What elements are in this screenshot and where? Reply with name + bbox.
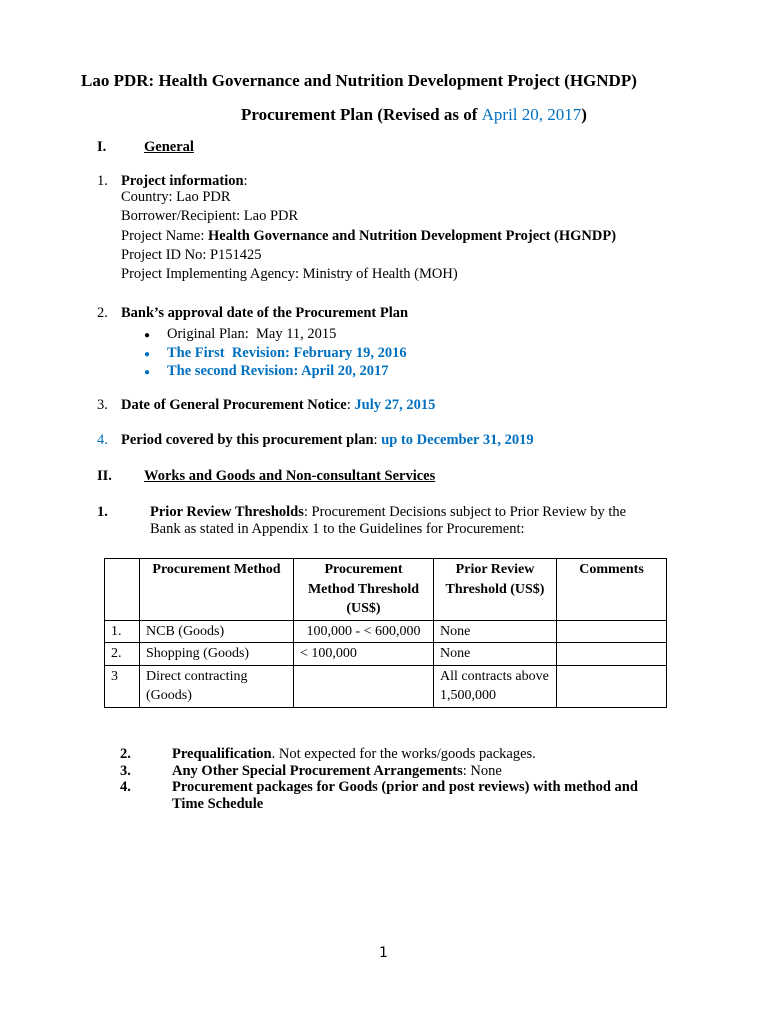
prequalification-heading: Prequalification <box>172 746 272 762</box>
row-comments <box>557 665 667 707</box>
row-method: NCB (Goods) <box>140 620 294 643</box>
item-1-heading-line <box>121 173 248 190</box>
original-plan <box>167 326 336 343</box>
sub-item-2-line <box>172 746 536 763</box>
period-covered: up to December 31, 2019 <box>381 432 534 448</box>
row-number: 2. <box>105 643 140 666</box>
header-prior-review-threshold: Prior Review Threshold (US$) <box>434 559 557 621</box>
project-name-value: Health Governance and Nutrition Development Project (HGNDP) <box>207 228 617 244</box>
second-revision: The second Revision: April 20, 2017 <box>167 363 389 379</box>
prior-review-heading: Prior Review Thresholds <box>150 504 304 520</box>
page-number: 1 <box>379 945 388 961</box>
row-number: 1. <box>105 620 140 643</box>
revision-date: April 20, 2017 <box>481 105 582 124</box>
prior-review-number: 1. <box>97 504 108 520</box>
sub-item-2-number: 2. <box>120 746 131 762</box>
table-header-row <box>105 559 667 621</box>
document-title: Lao PDR: Health Governance and Nutrition Development Project (HGNDP) <box>81 71 637 90</box>
project-id: Project ID No: P151425 <box>121 247 262 263</box>
thresholds-table <box>104 558 667 708</box>
table-row <box>105 643 667 666</box>
item-1-colon: : <box>243 173 248 189</box>
item-3-line <box>121 397 435 414</box>
sub-item-3-line <box>172 763 502 780</box>
prior-review-line-2: Bank as stated in Appendix 1 to the Guidelines for Procurement: <box>150 521 525 537</box>
header-procurement-method: Procurement Method <box>140 559 294 621</box>
item-3-heading: Date of General Procurement Notice <box>121 397 347 413</box>
header-comments: Comments <box>557 559 667 621</box>
header-no <box>105 559 140 621</box>
item-4-number: 4. <box>97 432 108 448</box>
packages-heading-line-2: Time Schedule <box>172 796 264 812</box>
row-comments <box>557 643 667 666</box>
row-comments <box>557 620 667 643</box>
item-4-heading: Period covered by this procurement plan <box>121 432 374 448</box>
bullet-icon: ● <box>144 367 151 378</box>
row-method: Direct contracting (Goods) <box>140 665 294 707</box>
project-borrower: Borrower/Recipient: Lao PDR <box>121 208 299 224</box>
prequalification-text: . Not expected for the works/goods packages. <box>271 746 536 762</box>
project-name <box>121 228 616 245</box>
project-country: Country: Lao PDR <box>121 189 231 205</box>
sub-item-4-number: 4. <box>120 779 131 795</box>
section-2-heading: Works and Goods and Non-consultant Services <box>144 468 436 484</box>
item-4-line <box>121 432 534 449</box>
row-prior-review: None <box>434 643 557 666</box>
section-1-numeral: I. <box>97 139 107 155</box>
prior-review-line-1 <box>150 504 626 521</box>
row-method-threshold: 100,000 - < 600,000 <box>294 620 434 643</box>
sub-item-3-number: 3. <box>120 763 131 779</box>
row-method-threshold: < 100,000 <box>294 643 434 666</box>
subtitle-prefix: Procurement Plan (Revised as of <box>241 105 482 124</box>
bullet-icon: ● <box>144 330 151 341</box>
section-1-heading: General <box>144 139 194 155</box>
original-plan-date: May 11, 2015 <box>256 326 337 342</box>
section-2-numeral: II. <box>97 468 112 484</box>
header-method-threshold: Procurement Method Threshold (US$) <box>294 559 434 621</box>
prior-review-text: : Procurement Decisions subject to Prior Review by the <box>303 504 627 520</box>
item-1-heading: Project information <box>121 173 244 189</box>
item-3-colon: : <box>346 397 351 413</box>
item-1-number: 1. <box>97 173 108 189</box>
row-number: 3 <box>105 665 140 707</box>
table-row <box>105 665 667 707</box>
row-prior-review: None <box>434 620 557 643</box>
project-agency: Project Implementing Agency: Ministry of Health (MOH) <box>121 266 458 282</box>
gpn-date: July 27, 2015 <box>354 397 436 413</box>
special-arrangements-text: : None <box>462 763 502 779</box>
row-method: Shopping (Goods) <box>140 643 294 666</box>
item-3-number: 3. <box>97 397 108 413</box>
item-4-colon: : <box>373 432 378 448</box>
first-revision: The First Revision: February 19, 2016 <box>167 345 407 361</box>
row-method-threshold <box>294 665 434 707</box>
table-row <box>105 620 667 643</box>
packages-heading-line-1: Procurement packages for Goods (prior and post reviews) with method and <box>172 779 638 795</box>
bullet-icon: ● <box>144 349 151 360</box>
project-name-label: Project Name: <box>121 228 208 244</box>
document-subtitle <box>241 105 587 125</box>
row-prior-review: All contracts above 1,500,000 <box>434 665 557 707</box>
item-2-heading: Bank’s approval date of the Procurement Plan <box>121 305 409 321</box>
original-plan-label: Original Plan: <box>167 326 249 342</box>
subtitle-suffix: ) <box>581 105 587 124</box>
item-2-number: 2. <box>97 305 108 321</box>
special-arrangements-heading: Any Other Special Procurement Arrangements <box>172 763 463 779</box>
